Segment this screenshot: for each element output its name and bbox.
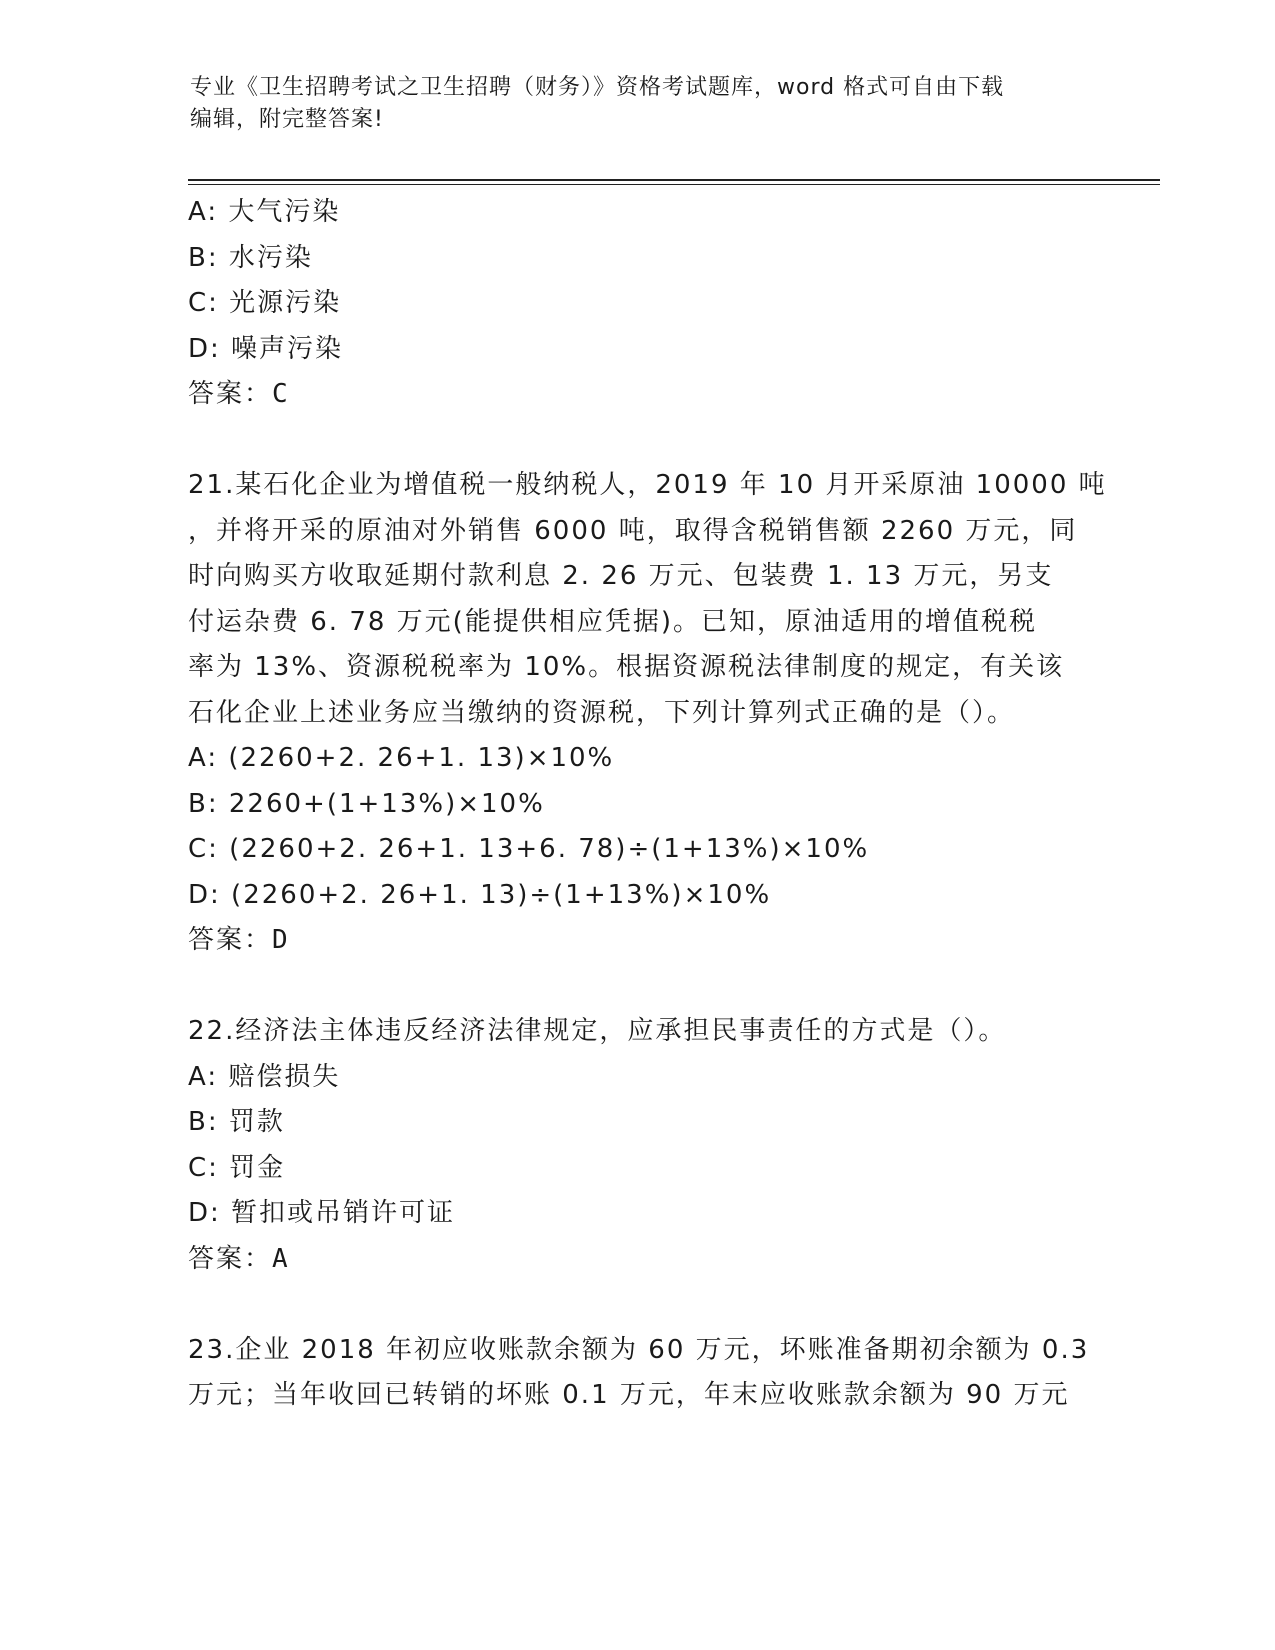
answer-line: 答案：A xyxy=(188,1243,290,1274)
header-line-2: 编辑，附完整答案! xyxy=(190,107,384,132)
answer-line: 答案：C xyxy=(188,379,290,409)
question-21 xyxy=(188,463,1107,964)
option-d: D: 暂扣或吊销许可证 xyxy=(188,1198,456,1228)
document-header xyxy=(190,72,1090,136)
option-a: A: (2260+2. 26+1. 13)×10% xyxy=(188,743,615,773)
question-text-line: 时向购买方收取延期付款利息 2. 26 万元、包装费 1. 13 万元，另支 xyxy=(188,561,1054,591)
option-c: C: 罚金 xyxy=(188,1152,286,1183)
option-b: B: 2260+(1+13%)×10% xyxy=(188,788,545,819)
question-text-line: 石化企业上述业务应当缴纳的资源税，下列计算列式正确的是（）。 xyxy=(188,697,1016,728)
question-23 xyxy=(188,1328,1088,1419)
spacer xyxy=(188,1282,1088,1328)
option-a: A: 大气污染 xyxy=(188,197,341,227)
header-line-1: 专业《卫生招聘考试之卫生招聘（财务）》资格考试题库，word 格式可自由下载 xyxy=(190,75,1005,100)
question-text-line: 付运杂费 6. 78 万元(能提供相应凭据)。已知，原油适用的增值税税 xyxy=(188,606,1037,637)
spacer xyxy=(188,418,1088,464)
question-text-line: 率为 13%、资源税税率为 10%。根据资源税法律制度的规定，有关该 xyxy=(188,652,1065,682)
question-content xyxy=(188,190,1107,1419)
option-d: D: 噪声污染 xyxy=(188,333,344,364)
question-22 xyxy=(188,1009,1088,1282)
question-text-line: 21.某石化企业为增值税一般纳税人，2019 年 10 月开采原油 10000 吨 xyxy=(188,470,1107,500)
header-rule-thin xyxy=(188,184,1160,185)
question-text-line: 万元；当年收回已转销的坏账 0.1 万元，年末应收账款余额为 90 万元 xyxy=(188,1380,1070,1410)
question-text-line: ，并将开采的原油对外销售 6000 吨，取得含税销售额 2260 万元，同 xyxy=(188,515,1078,546)
option-a: A: 赔偿损失 xyxy=(188,1061,341,1092)
option-c: C: (2260+2. 26+1. 13+6. 78)÷(1+13%)×10% xyxy=(188,834,870,864)
answer-line: 答案：D xyxy=(188,925,290,955)
header-rule-thick xyxy=(188,179,1160,181)
question-text-line: 23.企业 2018 年初应收账款余额为 60 万元，坏账准备期初余额为 0.3 xyxy=(188,1334,1090,1365)
question-20 xyxy=(188,190,1088,418)
option-d: D: (2260+2. 26+1. 13)÷(1+13%)×10% xyxy=(188,879,772,910)
spacer xyxy=(188,964,1088,1010)
question-text-line: 22.经济法主体违反经济法律规定，应承担民事责任的方式是（）。 xyxy=(188,1016,1007,1046)
option-b: B: 罚款 xyxy=(188,1107,285,1137)
option-c: C: 光源污染 xyxy=(188,288,342,318)
option-b: B: 水污染 xyxy=(188,242,313,273)
